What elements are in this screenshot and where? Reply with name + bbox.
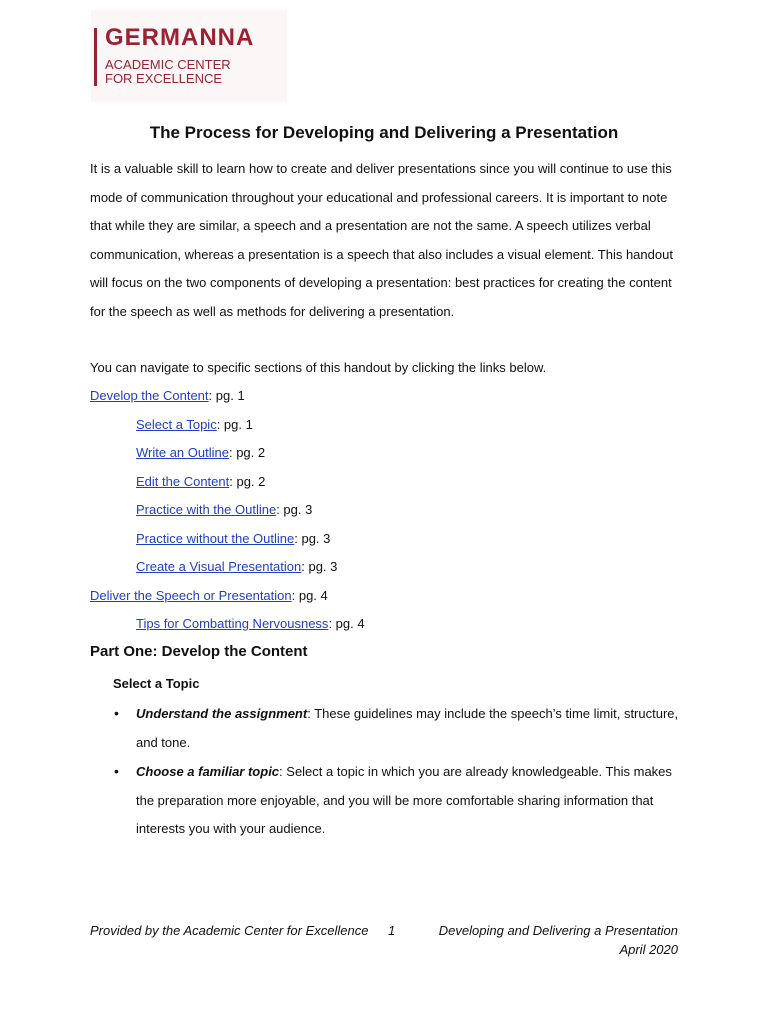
toc-page: : pg. 2 — [228, 445, 266, 460]
toc-page: : pg. 3 — [294, 531, 331, 546]
toc-entry-select-topic — [136, 416, 253, 434]
toc-entry-develop-content — [90, 387, 245, 405]
footer-date: April 2020 — [619, 942, 678, 957]
toc-link-tips-nervousness[interactable]: Tips for Combatting Nervousness — [136, 616, 329, 631]
logo-subtitle-line-1: ACADEMIC CENTER — [105, 57, 231, 72]
logo-subtitle-line-2: FOR EXCELLENCE — [105, 71, 223, 86]
toc-page: : pg. 1 — [216, 417, 253, 432]
toc-link-select-topic[interactable]: Select a Topic — [136, 417, 217, 432]
germanna-logo — [91, 10, 287, 102]
bullet-description: : Select a topic in which you are already knowledgeable. This makes the preparation more enjoyable, and you will be more comfortable sharing information that interests you with your audience. — [136, 764, 672, 836]
toc-link-develop-content[interactable]: Develop the Content — [90, 388, 209, 403]
document-title: The Process for Developing and Delivering a Presentation — [149, 123, 619, 142]
bullet-description: : These guidelines may include the speech’s time limit, structure, and tone. — [136, 706, 679, 750]
toc-entry-deliver-speech — [90, 587, 328, 605]
toc-page: : pg. 1 — [208, 388, 245, 403]
bullet-choose-familiar-topic — [136, 758, 681, 844]
toc-entry-write-outline — [136, 444, 265, 462]
logo-name: GERMANNA — [105, 24, 255, 51]
bullet-term: Understand the assignment — [136, 706, 308, 721]
toc-link-edit-content[interactable]: Edit the Content — [136, 474, 230, 489]
toc-entry-create-visual — [136, 558, 337, 576]
toc-page: : pg. 3 — [301, 559, 338, 574]
bullet-understand-assignment — [136, 700, 681, 757]
toc-entry-tips-nervousness — [136, 615, 365, 633]
intro-paragraph: It is a valuable skill to learn how to create and deliver presentations since you will continue to use this mode of communication throughout your educational and professional careers. It is important to note that while they are similar, a speech and a presentation are not the same. A speech utilizes verbal communication, whereas a presentation is a speech that also includes a visual element. This handout will focus on the two components of developing a presentation: best practices for creating the content for the speech as well as methods for delivering a presentation. — [90, 161, 673, 319]
toc-entry-edit-content — [136, 473, 265, 491]
toc-page: : pg. 4 — [328, 616, 365, 631]
toc-link-practice-with-outline[interactable]: Practice with the Outline — [136, 502, 277, 517]
toc-entry-practice-with-outline — [136, 501, 312, 519]
subsection-heading-select-topic: Select a Topic — [113, 676, 200, 691]
footer-page-number: 1 — [388, 923, 396, 938]
toc-link-practice-without-outline[interactable]: Practice without the Outline — [136, 531, 295, 546]
toc-page: : pg. 3 — [276, 502, 313, 517]
bullet-term: Choose a familiar topic — [136, 764, 280, 779]
toc-link-create-visual[interactable]: Create a Visual Presentation — [136, 559, 302, 574]
toc-page: : pg. 2 — [229, 474, 266, 489]
toc-link-write-outline[interactable]: Write an Outline — [136, 445, 229, 460]
bullet-marker: • — [114, 705, 119, 721]
footer-document-title: Developing and Delivering a Presentation — [438, 923, 678, 938]
toc-entry-practice-without-outline — [136, 530, 330, 548]
bullet-marker: • — [114, 763, 119, 779]
toc-link-deliver-speech[interactable]: Deliver the Speech or Presentation — [90, 588, 292, 603]
logo-bar — [94, 28, 97, 86]
section-heading-part-one: Part One: Develop the Content — [90, 643, 308, 660]
footer-provider: Provided by the Academic Center for Excellence — [90, 923, 369, 938]
navigation-instructions: You can navigate to specific sections of this handout by clicking the links below. — [90, 360, 547, 375]
toc-page: : pg. 4 — [291, 588, 328, 603]
